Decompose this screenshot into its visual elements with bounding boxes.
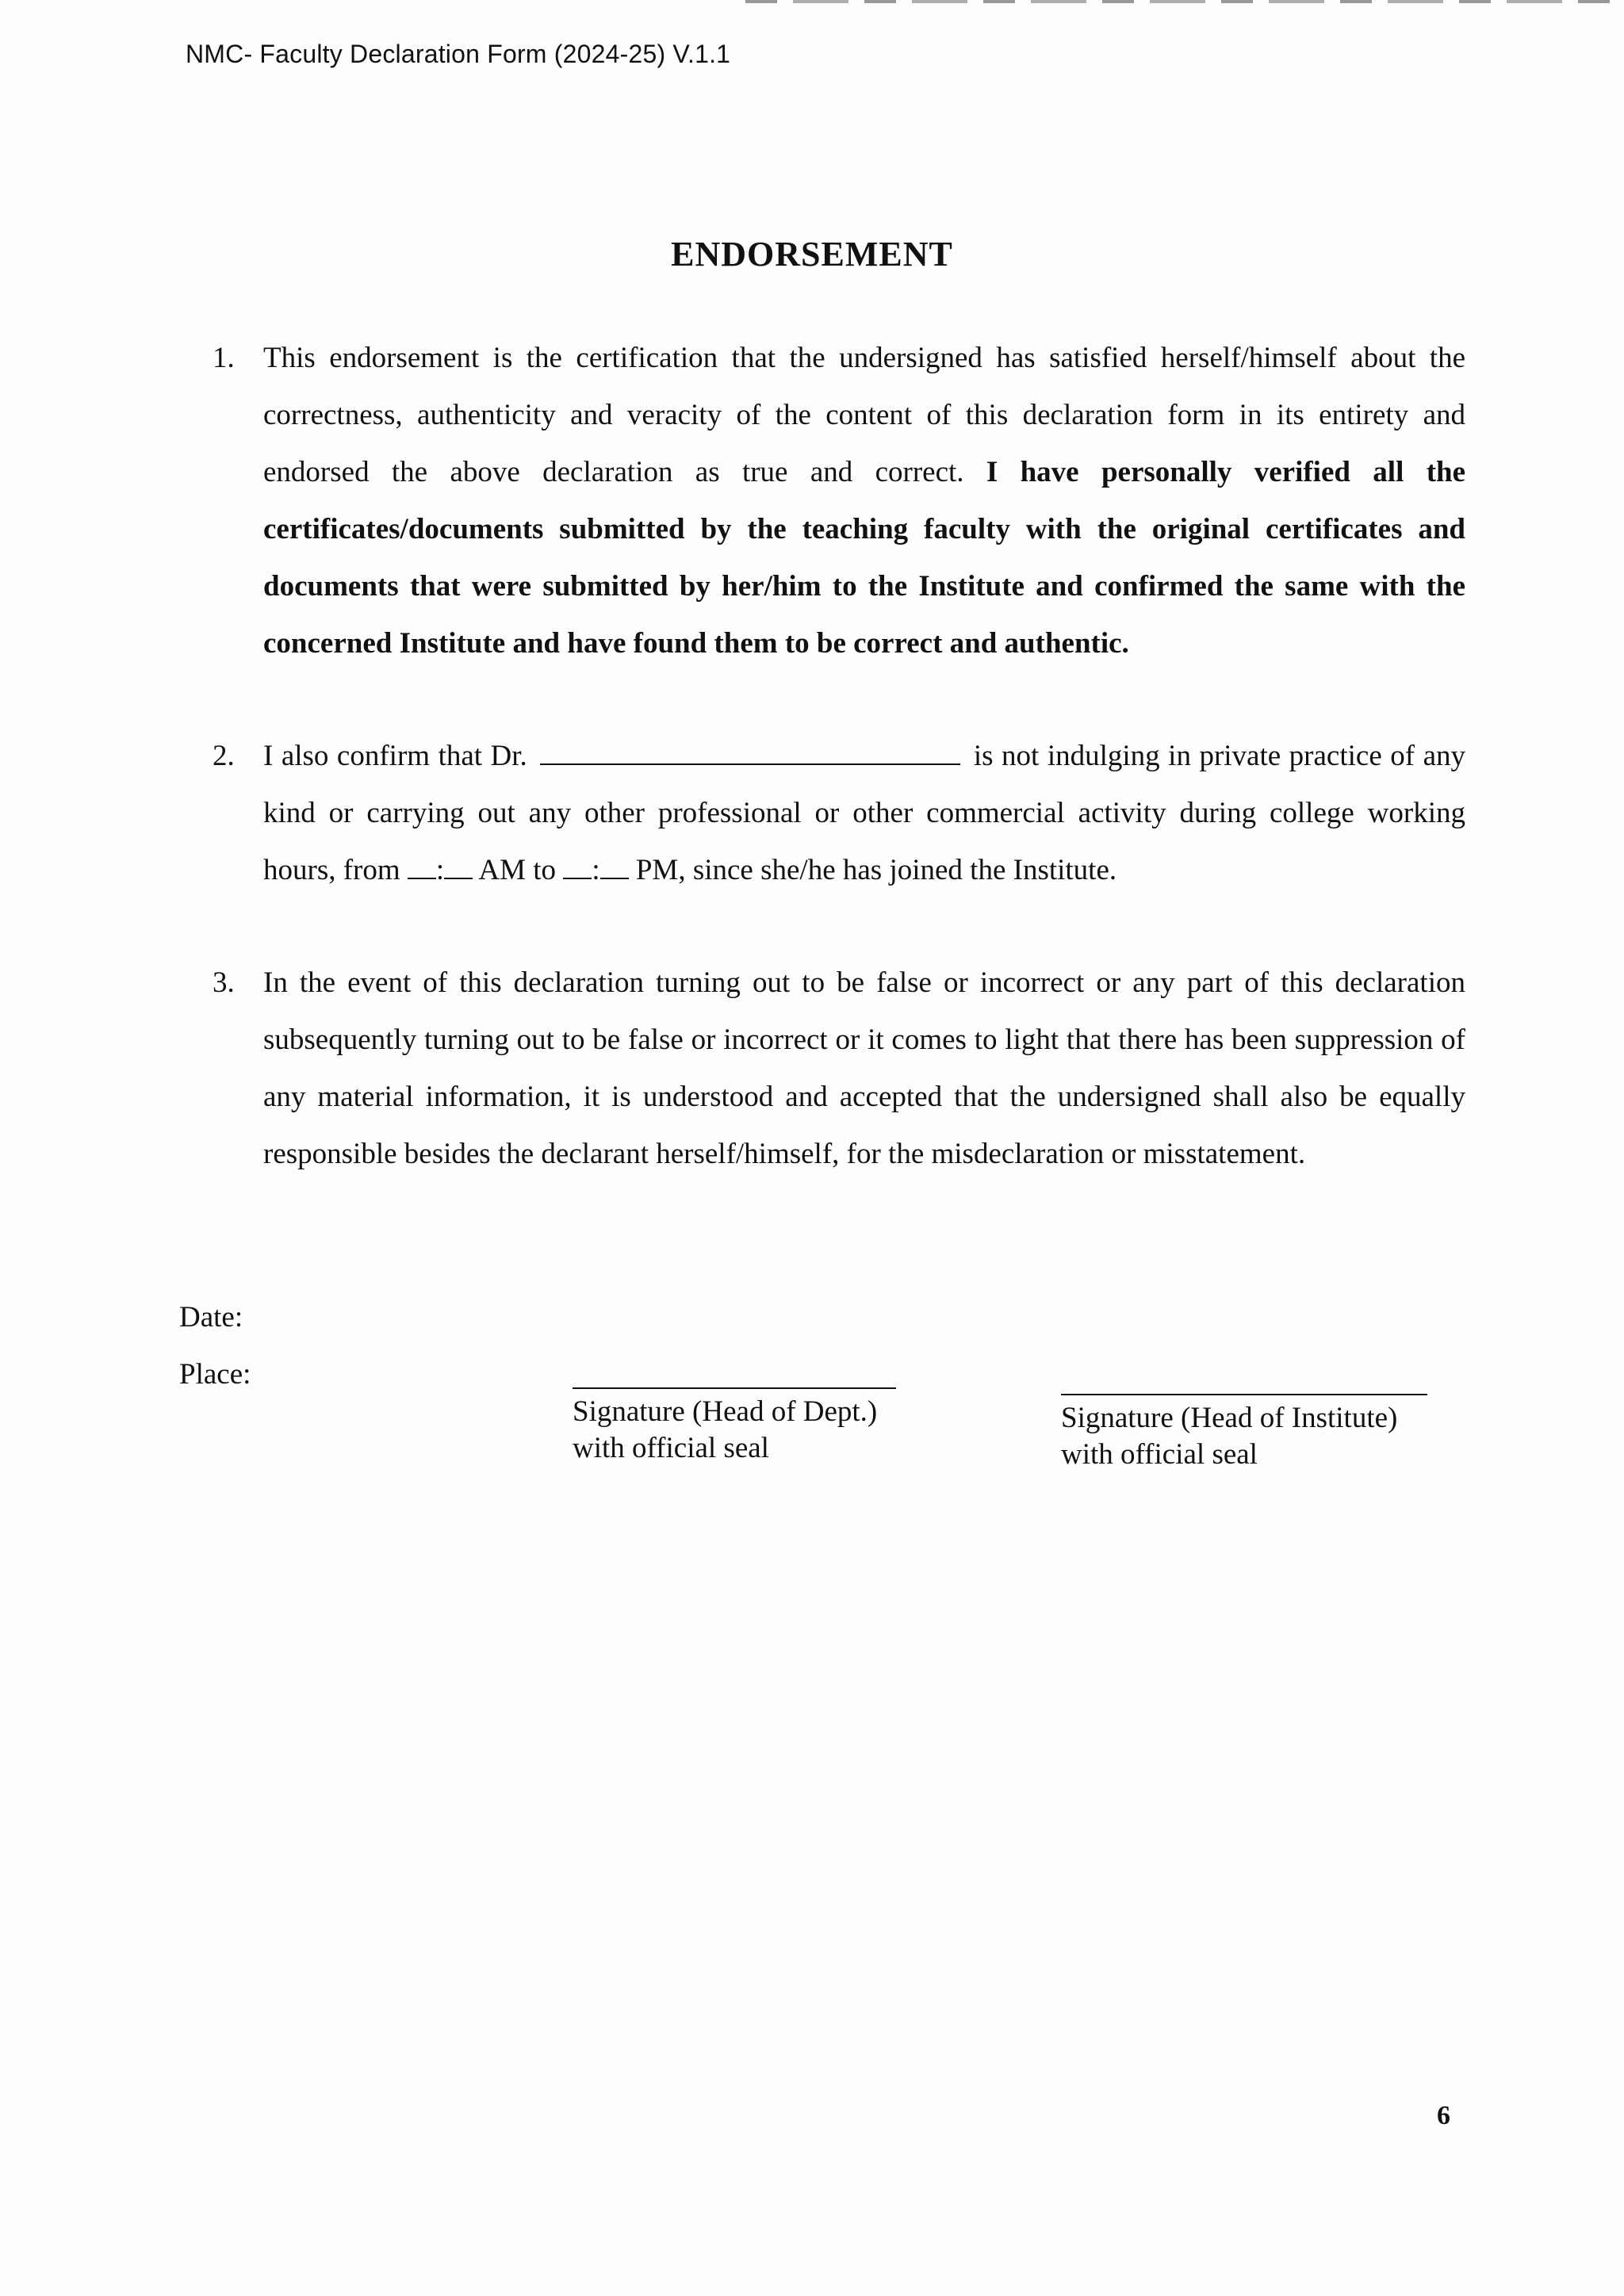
signature-head-of-institute <box>1061 1394 1427 1473</box>
seal-label: with official seal <box>1061 1438 1258 1471</box>
item-number: 1. <box>213 342 235 374</box>
page-number: 6 <box>1437 2101 1450 2130</box>
item-text <box>263 330 1465 672</box>
signature-line[interactable] <box>573 1387 896 1389</box>
item-text-bold: I have personally verified all the certificates/documents submitted by the teaching faculty with the original certificates and documents that were submitted by her/him to the Institute and confirmed the same with the concerned Institute and have found them to be correct and authentic. <box>263 456 1466 660</box>
time-from-field[interactable]: : <box>408 842 473 899</box>
item-number: 2. <box>213 740 235 772</box>
seal-label: with official seal <box>573 1432 769 1464</box>
signature-label: Signature (Head of Institute) <box>1061 1402 1398 1434</box>
item-number: 3. <box>213 966 235 999</box>
item-text-part3: PM, since she/he has joined the Institute. <box>635 854 1117 886</box>
item-text <box>263 728 1465 899</box>
signature-line[interactable] <box>1061 1394 1427 1395</box>
am-to-label: AM to <box>478 854 557 886</box>
form-header: NMC- Faculty Declaration Form (2024-25) V.1.1 <box>186 40 731 68</box>
scan-edge-mark <box>745 0 1624 3</box>
signature-label: Signature (Head of Dept.) <box>573 1395 878 1428</box>
doctor-name-blank[interactable] <box>540 740 960 765</box>
page-title: ENDORSEMENT <box>671 235 953 274</box>
time-to-field[interactable]: : <box>563 842 628 899</box>
item-text: In the event of this declaration turning out to be false or incorrect or any part of this declaration subsequently turning out to be false or incorrect or it comes to light that there has been suppression of any material information, it is understood and accepted that the undersigned shall also be equally responsible besides the declarant herself/himself, for the misdeclaration or misstatement. <box>263 966 1465 1170</box>
item-text-part2: is not indulging in private practice of any kind or carrying out any other professional or other commercial activity during college working hours, from <box>263 740 1466 886</box>
date-label: Date: <box>179 1301 243 1334</box>
item-text-regular: This endorsement is the certification that the undersigned has satisfied herself/himself about the correctness, authenticity and veracity of the content of this declaration form in its entirety and endorsed the above declaration as true and correct. <box>263 342 1465 488</box>
item-text-part1: I also confirm that Dr. <box>263 740 527 772</box>
place-label: Place: <box>179 1358 251 1391</box>
signature-head-of-dept <box>573 1387 896 1467</box>
